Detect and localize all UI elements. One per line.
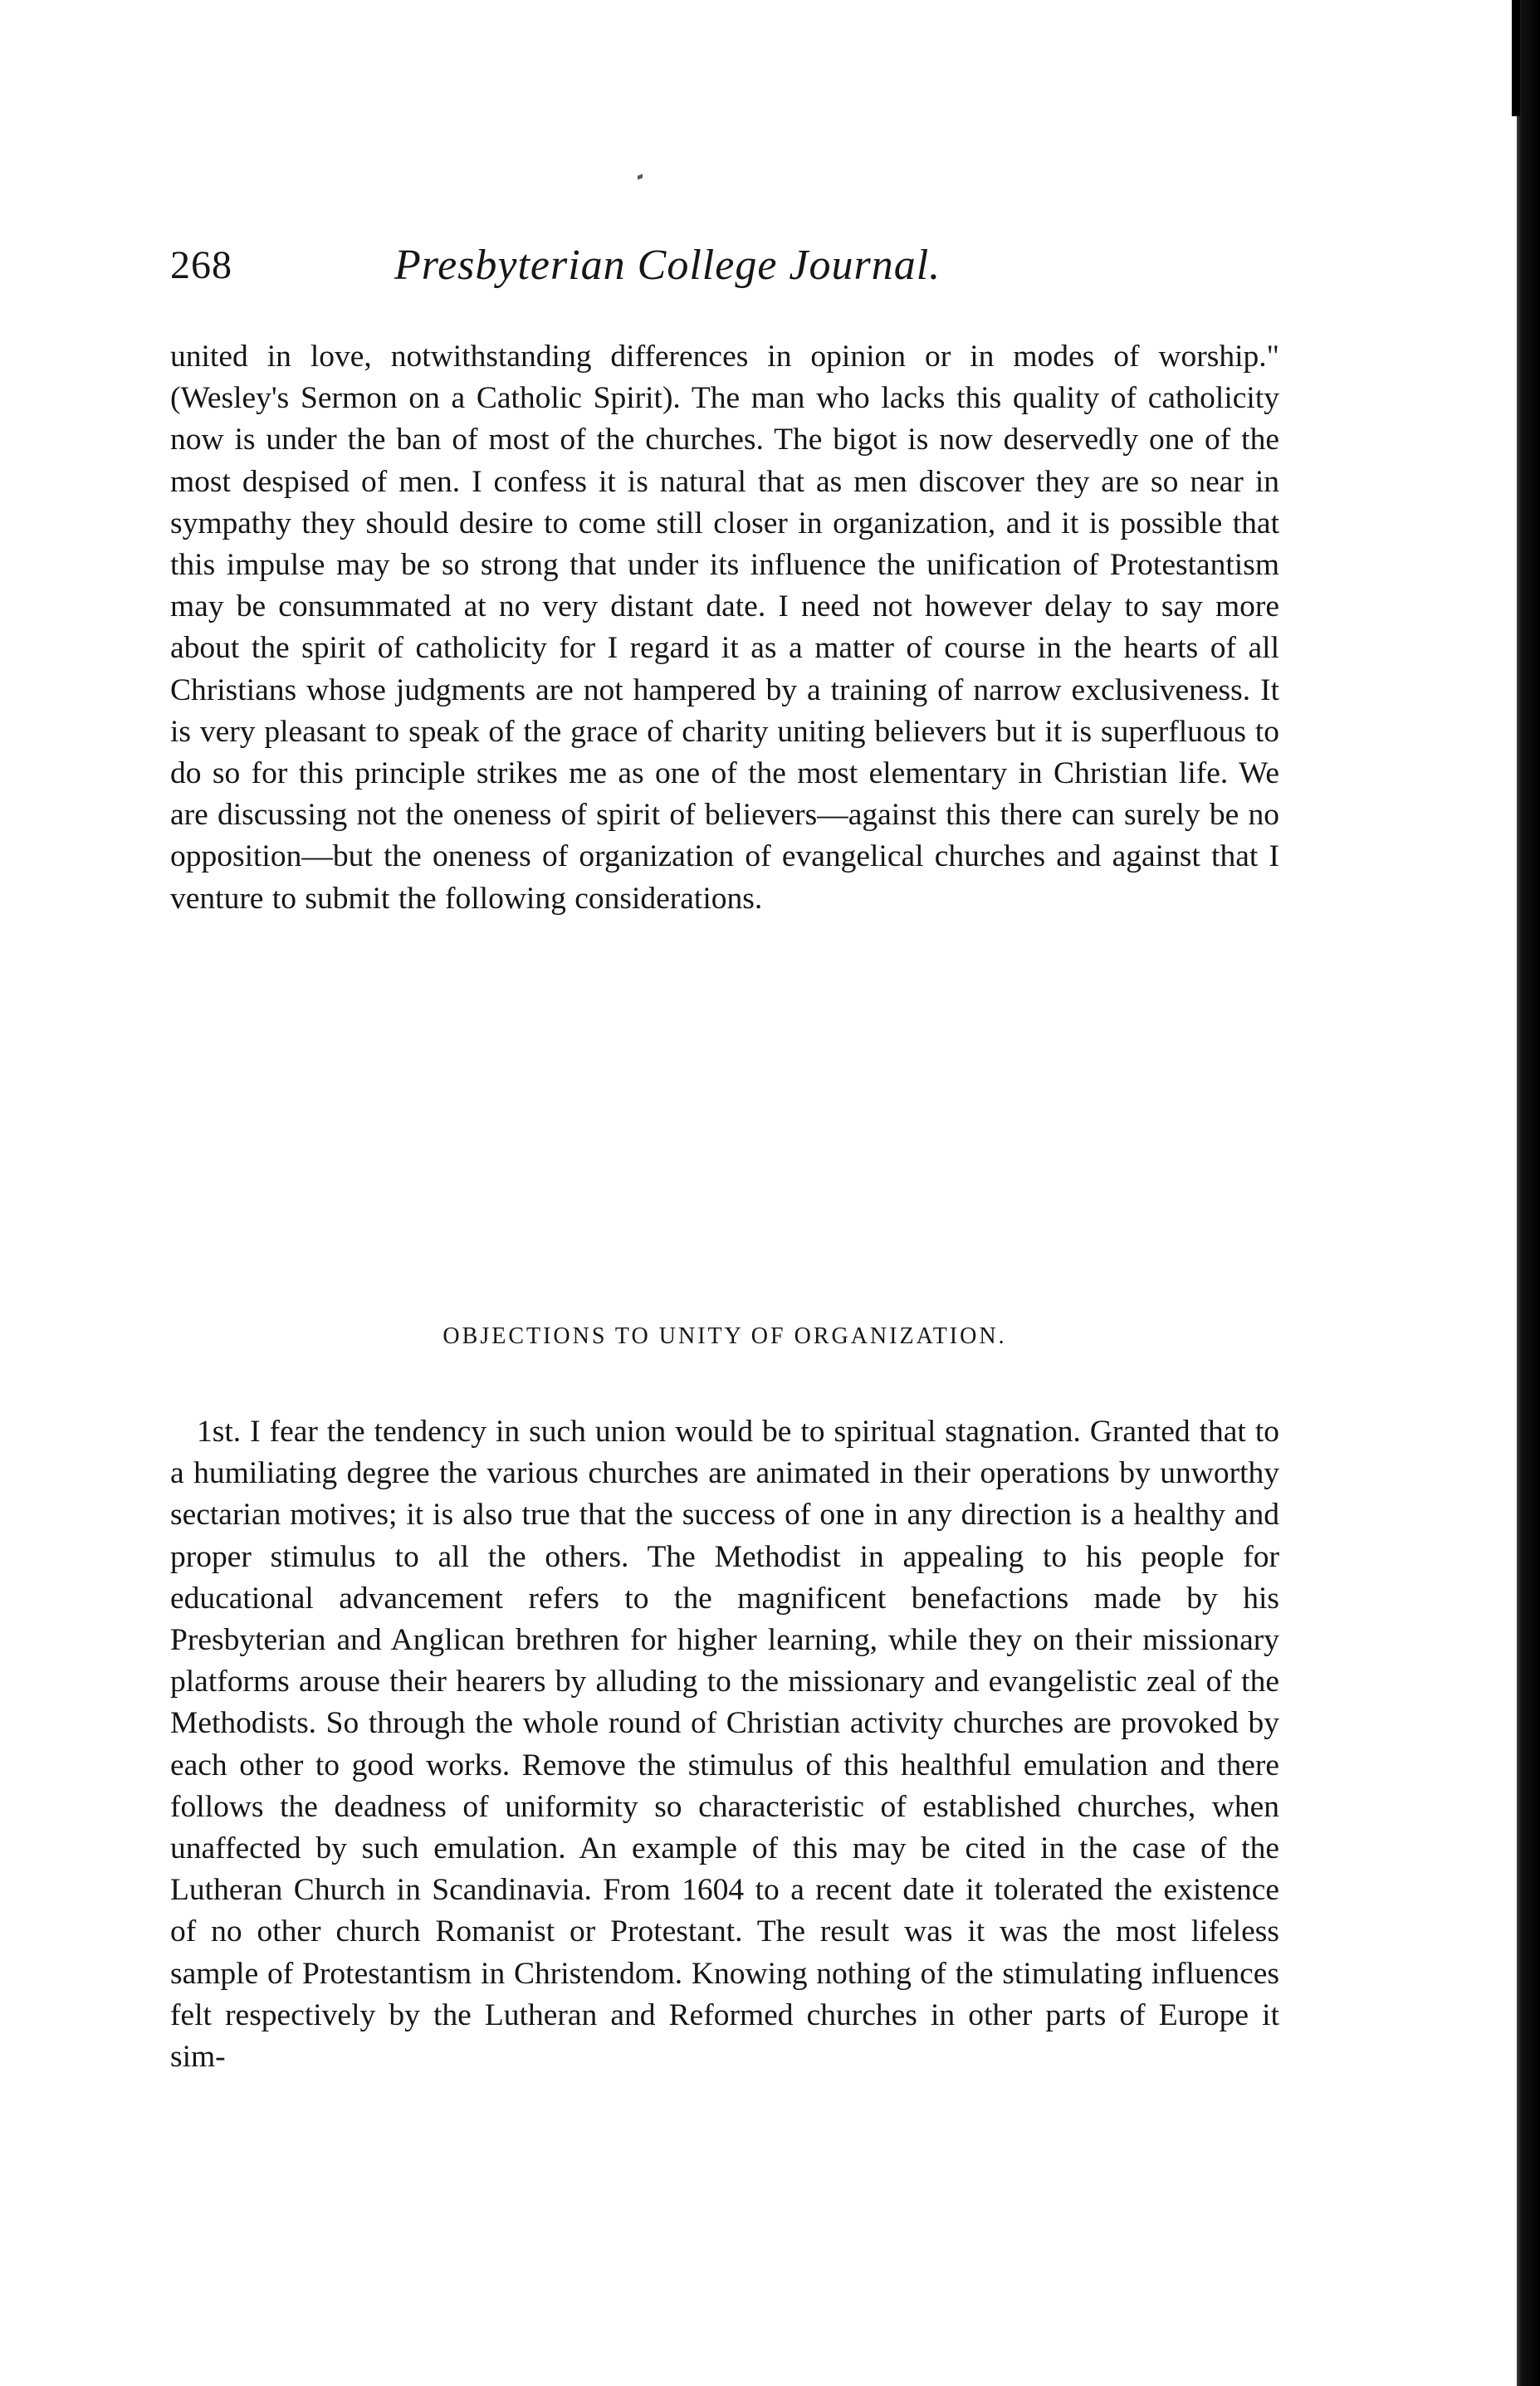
paper-speck <box>638 164 643 189</box>
binding-notch <box>1512 0 1520 116</box>
page-number: 268 <box>170 243 232 287</box>
paragraph-first-objection <box>170 1411 1279 2078</box>
paragraph-text: 1st. I fear the tendency in such union would be to spiritual stagnation. Granted that to a humiliating degree the various churches are animated in their operations by unworthy sectarian motives; it is also true that the success of one in any direction is a healthy and proper stimulus to all the others. The Methodist in appealing to his people for educational advancement refers to the magnificent benefactions made by his Presbyterian and Anglican brethren for higher learning, while they on their missionary platforms arouse their hearers by alluding to the missionary and evangelistic zeal of the Methodists. So through the whole round of Christian activity churches are provoked by each other to good works. Remove the stimulus of this healthful emulation and there follows the deadness of uniformity so characteristic of established churches, when unaffected by such emulation. An example of this may be cited in the case of the Lutheran Church in Scandinavia. From 1604 to a recent date it tolerated the existence of no other church Romanist or Protestant. The result was it was the most lifeless sample of Protestantism in Christendom. Knowing nothing of the stimulating influences felt respectively by the Lutheran and Reformed churches in other parts of Europe it sim- <box>170 1415 1279 2075</box>
page-header <box>170 236 1291 296</box>
section-heading: OBJECTIONS TO UNITY OF ORGANIZATION. <box>442 1323 1007 1349</box>
binding-edge <box>1517 0 1540 2386</box>
running-title: Presbyterian College Journal. <box>394 242 941 289</box>
paragraph-text: united in love, notwithstanding differences in opinion or in modes of worship." (Wesley's Sermon on a Catholic Spirit). The man who lacks this quality of catholicity now is under the ban of most of the churches. The bigot is now deservedly one of the most despised of men. I confess it is natural that as men discover they are so near in sympathy they should desire to come still closer in organization, and it is possible that this impulse may be so strong that under its influence the unification of Protestantism may be consummated at no very distant date. I need not however delay to say more about the spirit of catholicity for I regard it as a matter of course in the hearts of all Christians whose judgments are not hampered by a training of narrow exclusiveness. It is very pleasant to speak of the grace of charity uniting believers but it is superfluous to do so for this principle strikes me as one of the most elementary in Christian life. We are discussing not the oneness of spirit of believers—against this there can surely be no opposition—but the oneness of organization of evangelical churches and against that I venture to submit the following considerations. <box>170 340 1279 916</box>
paragraph-catholicity <box>170 336 1279 920</box>
